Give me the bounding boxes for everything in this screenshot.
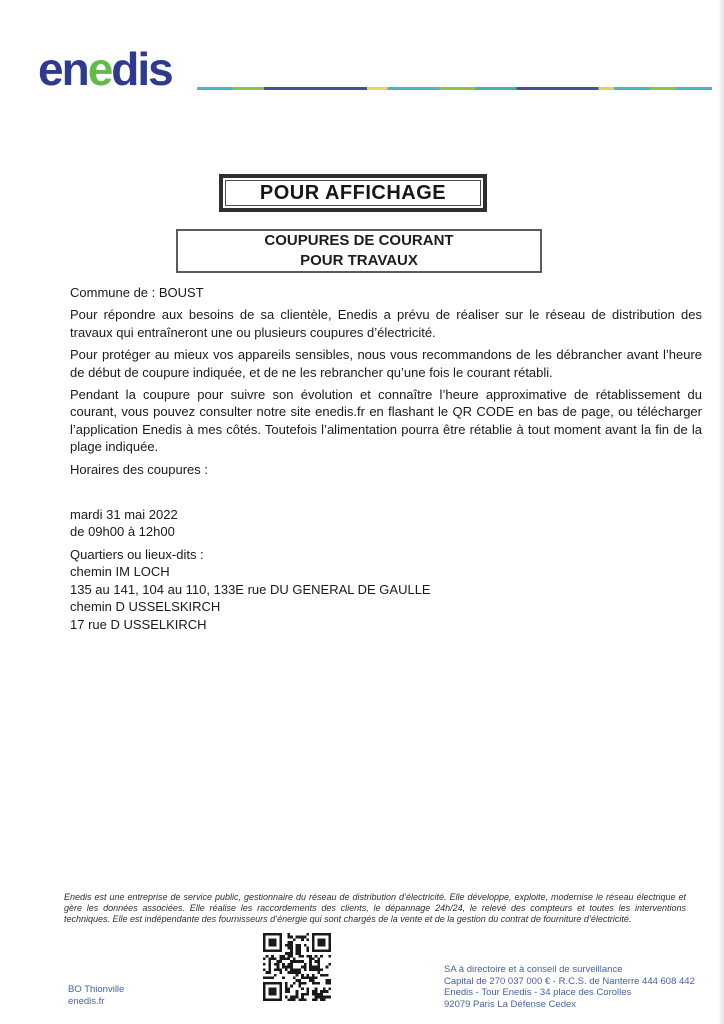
company-info-line-2: Capital de 270 037 000 € - R.C.S. de Nanterre 444 608 442 <box>444 975 695 987</box>
footer-about-text: Enedis est une entreprise de service public, gestionnaire du réseau de distribution d’électricité. Elle développe, exploite, modernise le réseau électrique et gère les données associées. Elle réalise les raccordements des clients, le dépannage 24h/24, le relevé des compteurs et toutes les interventions techniques. Elle est indépendante des fournisseurs d’énergie qui sont chargés de la vente et de la gestion du contrat de fourniture d’électricité. <box>64 892 686 924</box>
qr-code <box>263 933 331 1001</box>
company-info-line-3: Enedis - Tour Enedis - 34 place des Corolles <box>444 987 632 998</box>
brand-underline <box>197 87 712 90</box>
location-line-3: chemin D USSELSKIRCH <box>70 599 221 615</box>
title-box <box>176 229 542 273</box>
logo-text-left: en <box>38 43 88 95</box>
agency-block <box>68 984 124 1008</box>
location-line-4: 17 rue D USSELKIRCH <box>70 616 207 632</box>
title-line-1: COUPURES DE COURANT <box>264 232 454 249</box>
logo-text-right: dis <box>111 43 172 95</box>
affichage-banner-text: POUR AFFICHAGE <box>225 180 481 206</box>
website-text: enedis.fr <box>68 996 105 1007</box>
paragraph-3: Pendant la coupure pour suivre son évolution et connaître l’heure approximative de rétablissement du courant, vous pouvez consulter notre site enedis.fr en flashant le QR CODE en bas de page, ou télécharger l’application Enedis à mes côtés. Toutefois l’alimentation pourra être rétablie à tout moment avant la fin de la plage indiquée. <box>70 387 702 455</box>
commune-line: Commune de : BOUST <box>70 285 204 300</box>
location-line-1: chemin IM LOCH <box>70 564 170 580</box>
schedule-date: mardi 31 mai 2022 <box>70 507 178 523</box>
agency-name: BO Thionville <box>68 984 125 995</box>
quartiers-label: Quartiers ou lieux-dits : <box>70 546 204 562</box>
document-body <box>70 284 702 633</box>
horaires-label: Horaires des coupures : <box>70 461 209 477</box>
schedule-time: de 09h00 à 12h00 <box>70 524 175 540</box>
logo-accent-letter: e <box>87 43 112 95</box>
title-line-2: POUR TRAVAUX <box>300 252 418 269</box>
quartiers-block <box>70 546 702 633</box>
paragraph-1: Pour répondre aux besoins de sa clientèle, Enedis a prévu de réaliser sur le réseau de distribution des travaux qui entraîneront une ou plusieurs coupures d’électricité. <box>70 307 702 340</box>
company-info-line-4: 92079 Paris La Défense Cedex <box>444 998 577 1010</box>
paragraph-2: Pour protéger au mieux vos appareils sensibles, nous vous recommandons de les débrancher avant l’heure de début de coupure indiquée, et de ne les rebrancher qu’une fois le courant rétabli. <box>70 347 702 380</box>
enedis-logo <box>38 43 172 95</box>
company-info-block <box>444 964 695 1010</box>
schedule-block <box>70 506 702 541</box>
company-info-line-1: SA à directoire et à conseil de surveillance <box>444 964 623 975</box>
affichage-banner <box>219 174 487 212</box>
location-line-2: 135 au 141, 104 au 110, 133E rue DU GENERAL DE GAULLE <box>70 581 431 597</box>
